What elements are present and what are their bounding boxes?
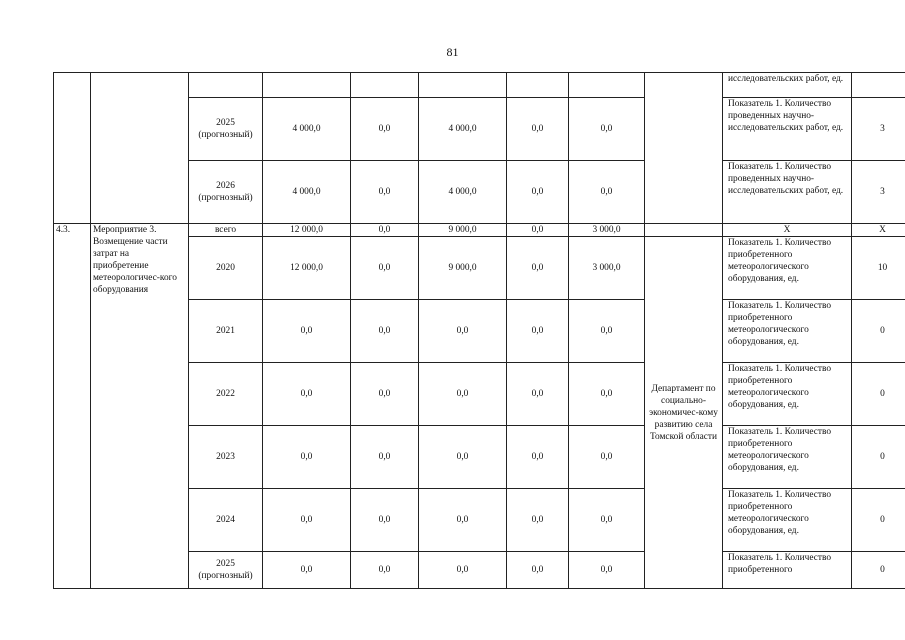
year-cell: 2025 (прогнозный): [189, 552, 263, 589]
regional-cell: 0,0: [419, 300, 507, 363]
other-cell: 3 000,0: [569, 237, 645, 300]
local-cell: 0,0: [507, 237, 569, 300]
total-cell: 12 000,0: [263, 237, 351, 300]
year-cell: 2023: [189, 426, 263, 489]
total-cell: 0,0: [263, 552, 351, 589]
total-cell: [263, 73, 351, 98]
federal-cell: 0,0: [351, 98, 419, 161]
other-cell: 0,0: [569, 98, 645, 161]
total-cell: 0,0: [263, 363, 351, 426]
federal-cell: 0,0: [351, 237, 419, 300]
federal-cell: 0,0: [351, 552, 419, 589]
indicator-cell: Показатель 1. Количество проведенных научно-исследовательских работ, ед.: [723, 161, 852, 224]
other-cell: 0,0: [569, 426, 645, 489]
prev-department-cell: [645, 73, 723, 224]
regional-cell: 4 000,0: [419, 98, 507, 161]
local-cell: 0,0: [507, 161, 569, 224]
total-cell: 4 000,0: [263, 98, 351, 161]
other-cell: 0,0: [569, 161, 645, 224]
prev-number-cell: [54, 73, 91, 224]
measure-number: 4.3.: [54, 224, 91, 589]
local-cell: 0,0: [507, 98, 569, 161]
indicator-value-cell: 3: [852, 161, 905, 224]
indicator-value-cell: X: [852, 224, 905, 237]
federal-cell: 0,0: [351, 489, 419, 552]
table-row-total: [54, 224, 905, 237]
year-cell: 2024: [189, 489, 263, 552]
indicator-cell: Показатель 1. Количество приобретенного метеорологического оборудования, ед.: [723, 489, 852, 552]
federal-cell: [351, 73, 419, 98]
indicator-value-cell: 0: [852, 426, 905, 489]
regional-cell: [419, 73, 507, 98]
local-cell: [507, 73, 569, 98]
table-row: [54, 73, 905, 98]
indicator-cell: Показатель 1. Количество приобретенного метеорологического оборудования, ед.: [723, 300, 852, 363]
measure-name: Мероприятие 3. Возмещение части затрат на приобретение метеорологичес-кого оборудования: [91, 224, 189, 589]
program-table: [53, 72, 905, 589]
other-cell: 0,0: [569, 489, 645, 552]
federal-cell: 0,0: [351, 161, 419, 224]
other-cell: 0,0: [569, 300, 645, 363]
regional-cell: 0,0: [419, 426, 507, 489]
department-cell: Департамент по социально-экономичес-кому развитию села Томской области: [645, 237, 723, 589]
indicator-value-cell: 0: [852, 489, 905, 552]
page-number: 81: [446, 45, 459, 59]
regional-cell: 9 000,0: [419, 224, 507, 237]
year-cell: 2021: [189, 300, 263, 363]
indicator-cell: X: [723, 224, 852, 237]
indicator-value-cell: 3: [852, 98, 905, 161]
indicator-value-cell: 10: [852, 237, 905, 300]
indicator-cell: исследовательских работ, ед.: [723, 73, 852, 98]
indicator-value-cell: 0: [852, 300, 905, 363]
local-cell: 0,0: [507, 489, 569, 552]
total-cell: 0,0: [263, 300, 351, 363]
total-cell: 0,0: [263, 426, 351, 489]
local-cell: 0,0: [507, 552, 569, 589]
local-cell: 0,0: [507, 426, 569, 489]
prev-name-cell: [91, 73, 189, 224]
department-total-cell: [645, 224, 723, 237]
local-cell: 0,0: [507, 300, 569, 363]
regional-cell: 9 000,0: [419, 237, 507, 300]
indicator-cell: Показатель 1. Количество приобретенного: [723, 552, 852, 589]
federal-cell: 0,0: [351, 224, 419, 237]
year-cell: 2022: [189, 363, 263, 426]
year-cell: 2025 (прогнозный): [189, 98, 263, 161]
indicator-cell: Показатель 1. Количество приобретенного метеорологического оборудования, ед.: [723, 363, 852, 426]
total-cell: 0,0: [263, 489, 351, 552]
regional-cell: 0,0: [419, 489, 507, 552]
federal-cell: 0,0: [351, 363, 419, 426]
other-cell: 0,0: [569, 363, 645, 426]
indicator-cell: Показатель 1. Количество проведенных научно-исследовательских работ, ед.: [723, 98, 852, 161]
year-cell: 2020: [189, 237, 263, 300]
indicator-value-cell: 0: [852, 552, 905, 589]
local-cell: 0,0: [507, 224, 569, 237]
total-cell: 4 000,0: [263, 161, 351, 224]
other-cell: 3 000,0: [569, 224, 645, 237]
indicator-value-cell: [852, 73, 905, 98]
regional-cell: 0,0: [419, 552, 507, 589]
indicator-cell: Показатель 1. Количество приобретенного метеорологического оборудования, ед.: [723, 426, 852, 489]
other-cell: [569, 73, 645, 98]
year-cell: 2026 (прогнозный): [189, 161, 263, 224]
indicator-cell: Показатель 1. Количество приобретенного метеорологического оборудования, ед.: [723, 237, 852, 300]
regional-cell: 4 000,0: [419, 161, 507, 224]
year-cell: [189, 73, 263, 98]
federal-cell: 0,0: [351, 300, 419, 363]
federal-cell: 0,0: [351, 426, 419, 489]
local-cell: 0,0: [507, 363, 569, 426]
total-cell: 12 000,0: [263, 224, 351, 237]
regional-cell: 0,0: [419, 363, 507, 426]
other-cell: 0,0: [569, 552, 645, 589]
indicator-value-cell: 0: [852, 363, 905, 426]
year-cell: всего: [189, 224, 263, 237]
